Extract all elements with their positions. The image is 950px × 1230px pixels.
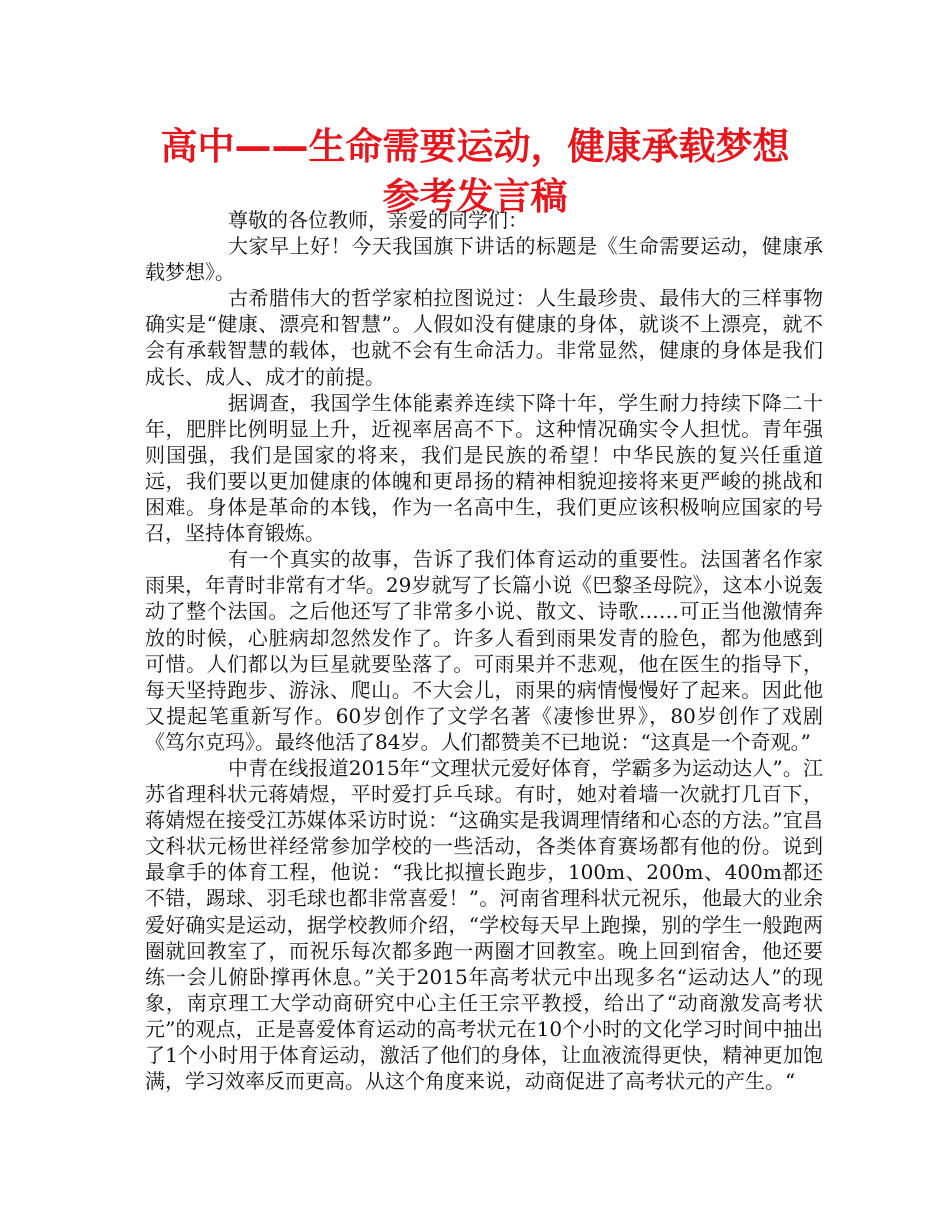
- greeting-paragraph: 大家早上好！今天我国旗下讲话的标题是《生命需要运动，健康承载梦想》。: [145, 234, 823, 285]
- exam-champions-paragraph: 中青在线报道2015年“文理状元爱好体育，学霸多为运动达人”。江苏省理科状元蒋婧煜，平时爱打乒乓球。有时，她对着墙一次就打几百下，蒋婧煜在接受江苏媒体采访时说：“这确实是我调理情绪和心态的方法。”宜昌文科状元杨世祥经常参加学校的一些活动，各类体育赛场都有他的份。说到最拿手的体育工程，他说：“我比拟擅长跑步，100m、200m、400m都还不错，踢球、羽毛球也都非常喜爱！”。河南省理科状元祝乐，他最大的业余爱好确实是运动，据学校教师介绍，“学校每天早上跑操，别的学生一般跑两圈就回教室了，而祝乐每次都多跑一两圈才回教室。晚上回到宿舍，他还要练一会儿俯卧撑再休息。”关于2015年高考状元中出现多名“运动达人”的现象，南京理工大学动商研究中心主任王宗平教授，给出了“动商激发高考状元”的观点，正是喜爱体育运动的高考状元在10个小时的文化学习时间中抽出了1个小时用于体育运动，激活了他们的身体，让血液流得更快，精神更加饱满，学习效率反而更高。从这个角度来说，动商促进了高考状元的产生。“: [145, 755, 823, 1094]
- document-title: 高中——生命需要运动，健康承载梦想参考发言稿: [160, 125, 790, 218]
- hugo-story-paragraph: 有一个真实的故事，告诉了我们体育运动的重要性。法国著名作家雨果，年青时非常有才华。29岁就写了长篇小说《巴黎圣母院》，这本小说轰动了整个法国。之后他还写了非常多小说、散文、诗歌……可正当他激情奔放的时候，心脏病却忽然发作了。许多人看到雨果发青的脸色，都为他感到可惜。人们都以为巨星就要坠落了。可雨果并不悲观，他在医生的指导下，每天坚持跑步、游泳、爬山。不大会儿，雨果的病情慢慢好了起来。因此他又提起笔重新写作。60岁创作了文学名著《凄惨世界》，80岁创作了戏剧《笃尔克玛》。最终他活了84岁。人们都赞美不已地说：“这真是一个奇观。”: [145, 547, 823, 754]
- document-body: [145, 207, 823, 1094]
- salutation-paragraph: 尊敬的各位教师，亲爱的同学们：: [228, 208, 528, 232]
- plato-paragraph: 古希腊伟大的哲学家柏拉图说过：人生最珍贵、最伟大的三样事物确实是“健康、漂亮和智慧”。人假如没有健康的身体，就谈不上漂亮，就不会有承载智慧的载体，也就不会有生命活力。非常显然，健康的身体是我们成长、成人、成才的前提。: [145, 286, 823, 389]
- survey-paragraph: 据调查，我国学生体能素养连续下降十年，学生耐力持续下降二十年，肥胖比例明显上升，近视率居高不下。这种情况确实令人担忧。青年强则国强，我们是国家的将来，我们是民族的希望！中华民族的复兴任重道远，我们要以更加健康的体魄和更昂扬的精神相貌迎接将来更严峻的挑战和困难。身体是革命的本钱，作为一名高中生，我们更应该积极响应国家的号召，坚持体育锻炼。: [145, 390, 823, 546]
